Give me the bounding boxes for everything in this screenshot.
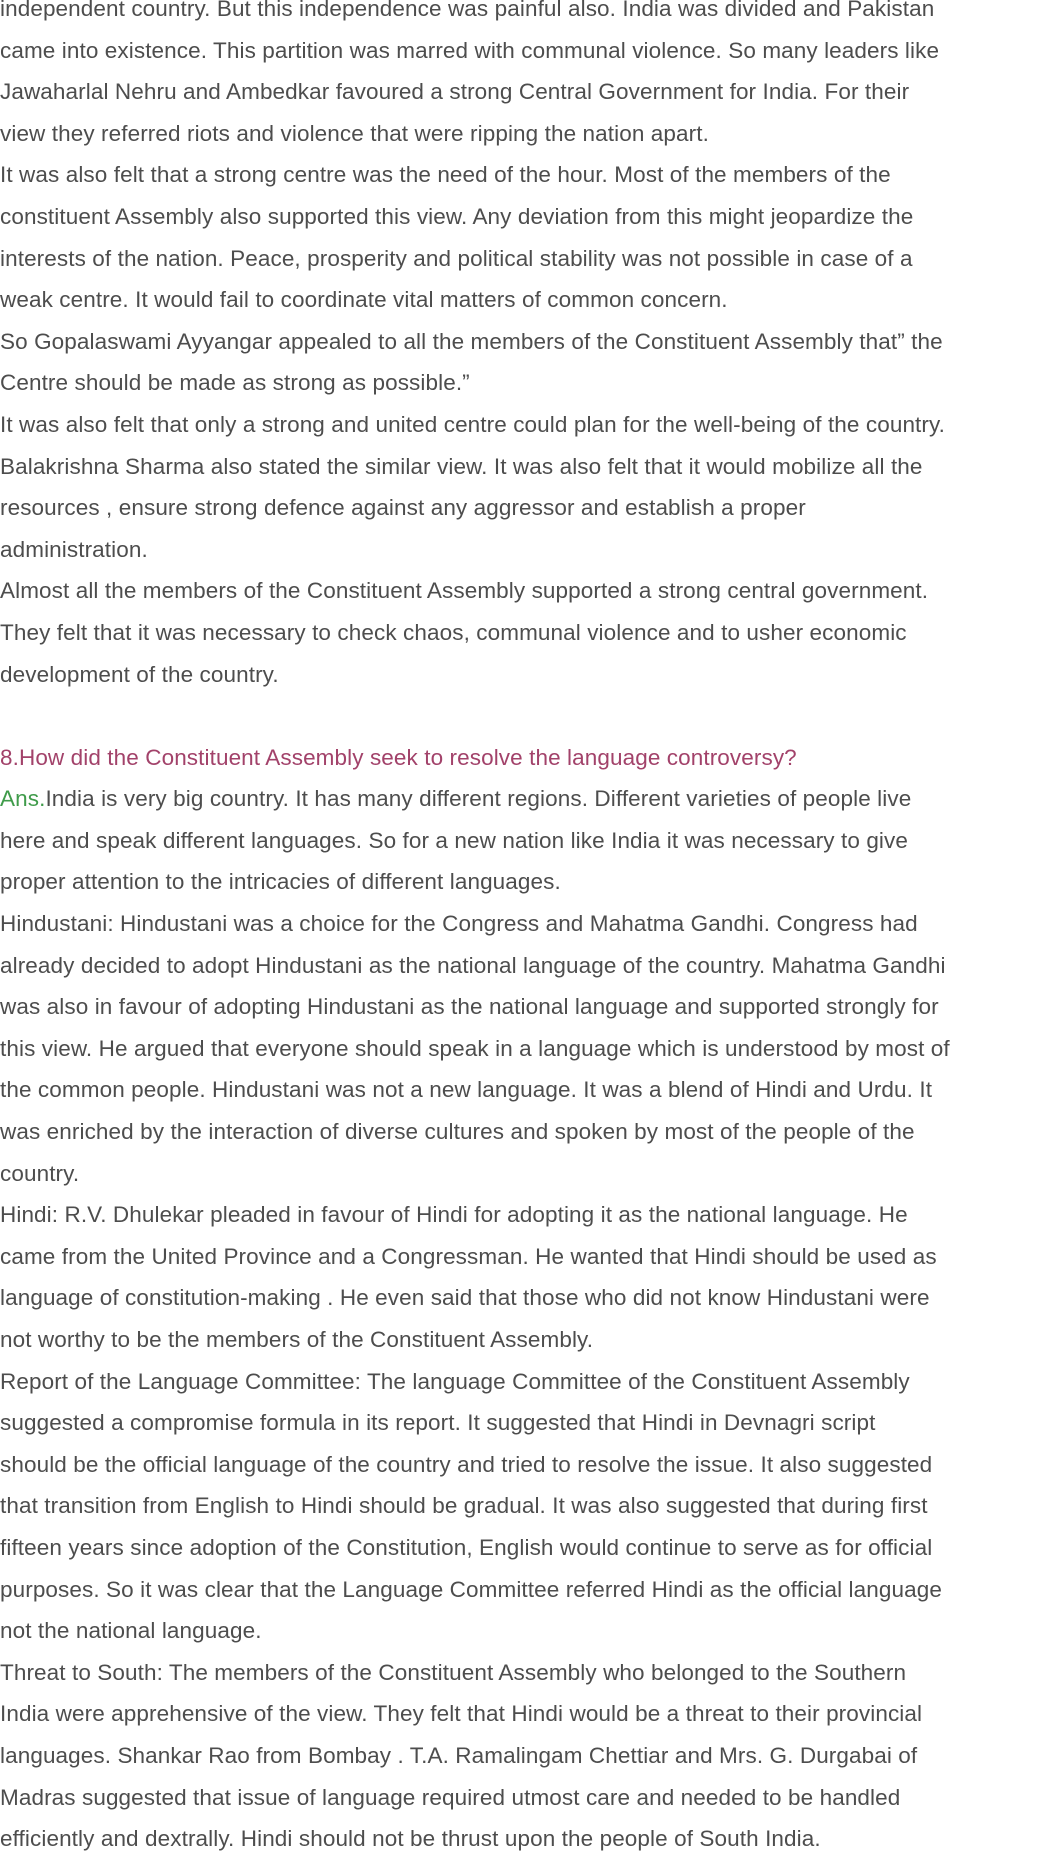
paragraph-language-committee [0,1361,1053,1652]
text-line: Almost all the members of the Constituent Assembly supported a strong central government. [0,578,929,604]
paragraph-intro [0,0,1053,154]
paragraph-hindi [0,1194,1053,1360]
text-line: Jawaharlal Nehru and Ambedkar favoured a strong Central Government for India. For their [0,79,910,105]
text-line: weak centre. It would fail to coordinate vital matters of common concern. [0,287,728,313]
text-line: Threat to South: The members of the Constituent Assembly who belonged to the Southern [0,1659,907,1685]
text-line: efficiently and dextrally. Hindi should not be thrust upon the people of South India. [0,1826,821,1852]
text-line: suggested a compromise formula in its report. It suggested that Hindi in Devnagri script [0,1410,876,1436]
text-line: this view. He argued that everyone should speak in a language which is understood by most of [0,1035,950,1061]
text-line: Hindi: R.V. Dhulekar pleaded in favour of Hindi for adopting it as the national language. He [0,1202,908,1228]
text-line: came from the United Province and a Congressman. He wanted that Hindi should be used as [0,1243,937,1269]
answer-text: India is very big country. It has many different regions. Different varieties of people live [45,786,912,812]
text-line: It was also felt that only a strong and united centre could plan for the well-being of the country. [0,411,946,437]
text-line: constituent Assembly also supported this view. Any deviation from this might jeopardize the [0,203,914,229]
text-line: proper attention to the intricacies of different languages. [0,869,561,895]
text-line: purposes. So it was clear that the Language Committee referred Hindi as the official language [0,1576,942,1602]
question-block [0,737,1053,903]
text-line: So Gopalaswami Ayyangar appealed to all the members of the Constituent Assembly that” the [0,328,943,354]
text-line: language of constitution-making . He even said that those who did not know Hindustani were [0,1285,930,1311]
text-line: It was also felt that a strong centre was the need of the hour. Most of the members of the [0,162,891,188]
paragraph-threat-to-south [0,1652,1053,1860]
answer-label: Ans. [0,786,46,812]
paragraph-central-government [0,570,1053,695]
paragraph-hindustani [0,903,1053,1194]
text-line: Centre should be made as strong as possible.” [0,370,470,396]
text-line: Report of the Language Committee: The language Committee of the Constituent Assembly [0,1368,910,1394]
text-line: interests of the nation. Peace, prosperity and political stability was not possible in case of a [0,245,913,271]
text-line: already decided to adopt Hindustani as the national language of the country. Mahatma Gandhi [0,952,946,978]
text-line: Madras suggested that issue of language required utmost care and needed to be handled [0,1784,901,1810]
text-line: development of the country. [0,661,279,687]
paragraph-strong-centre [0,154,1053,320]
question-heading: 8.How did the Constituent Assembly seek to resolve the language controversy? [0,744,797,770]
text-line: Balakrishna Sharma also stated the similar view. It was also felt that it would mobilize all the [0,453,923,479]
text-line: fifteen years since adoption of the Constitution, English would continue to serve as for official [0,1534,933,1560]
text-line: resources , ensure strong defence against any aggressor and establish a proper [0,495,806,521]
text-line: was enriched by the interaction of diverse cultures and spoken by most of the people of the [0,1119,915,1145]
text-line: administration. [0,536,148,562]
text-line: the common people. Hindustani was not a new language. It was a blend of Hindi and Urdu. It [0,1077,933,1103]
text-line: was also in favour of adopting Hindustani as the national language and supported strongly for [0,994,939,1020]
text-line: should be the official language of the country and tried to resolve the issue. It also suggested [0,1451,933,1477]
paragraph-ayyangar [0,321,1053,404]
text-line: India were apprehensive of the view. They felt that Hindi would be a threat to their provincial [0,1701,923,1727]
text-line: here and speak different languages. So for a new nation like India it was necessary to give [0,827,908,853]
text-line: languages. Shankar Rao from Bombay . T.A. Ramalingam Chettiar and Mrs. G. Durgabai of [0,1742,918,1768]
text-line: view they referred riots and violence that were ripping the nation apart. [0,120,709,146]
text-line: that transition from English to Hindi should be gradual. It was also suggested that during first [0,1493,928,1519]
text-line: not worthy to be the members of the Constituent Assembly. [0,1327,594,1352]
text-line: country. [0,1160,80,1186]
text-line: not the national language. [0,1618,262,1644]
text-line: They felt that it was necessary to check chaos, communal violence and to usher economic [0,619,907,645]
answer-first-line [0,778,1053,820]
paragraph-united-centre [0,404,1053,570]
text-line: Hindustani: Hindustani was a choice for the Congress and Mahatma Gandhi. Congress had [0,911,918,937]
text-line: independent country. But this independence was painful also. India was divided and Pakistan [0,0,935,21]
text-line: came into existence. This partition was marred with communal violence. So many leaders like [0,37,940,63]
blank-line [0,695,1053,737]
